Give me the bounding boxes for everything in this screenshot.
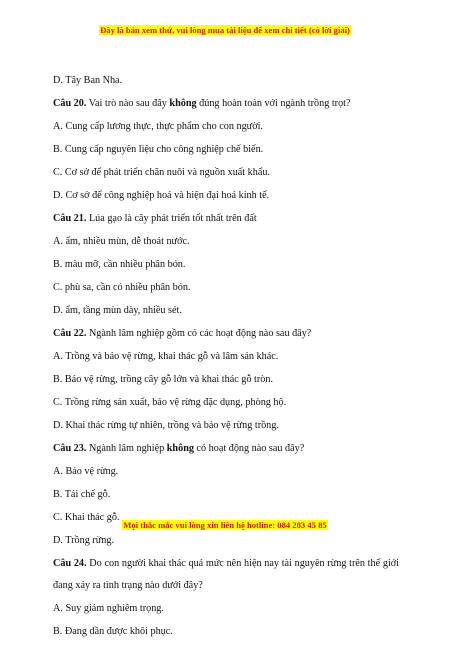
question-22-label: Câu 22.: [53, 328, 87, 339]
question-20-text-after: đúng hoàn toàn với ngành trồng trọt?: [196, 98, 351, 109]
question-23-text-before: Ngành lâm nghiệp: [86, 443, 167, 454]
preview-notice-banner: [0, 25, 450, 36]
question-20-option-a: A. Cung cấp lương thực, thực phẩm cho con người.: [53, 121, 263, 132]
question-20-option-d: D. Cơ sở để công nghiệp hoá và hiện đại hoá kinh tế.: [53, 190, 270, 201]
question-23-option-a: A. Bảo vệ rừng.: [53, 466, 119, 477]
question-21-text: Lúa gạo là cây phát triển tốt nhất trên đất: [86, 213, 257, 224]
question-23-label: Câu 23.: [53, 443, 87, 454]
question-24-option-a: A. Suy giảm nghiêm trọng.: [53, 603, 164, 614]
hotline-banner: [0, 520, 450, 531]
question-22-text: Ngành lâm nghiệp gồm có các hoạt động nào sau đây?: [86, 328, 312, 339]
question-20-label: Câu 20.: [53, 98, 87, 109]
option-prev-d: D. Tây Ban Nha.: [53, 75, 123, 86]
question-23: [53, 443, 399, 455]
question-20-option-b: B. Cung cấp nguyên liệu cho công nghiệp chế biến.: [53, 144, 264, 155]
preview-notice-text: Đây là bản xem thử, vui lòng mua tài liệu để xem chi tiết (có lời giải): [100, 25, 350, 35]
question-21-option-c: C. phù sa, cần có nhiều phân bón.: [53, 282, 191, 293]
question-23-emphasis: không: [166, 443, 194, 454]
question-20-option-c: C. Cơ sở để phát triển chăn nuôi và nguồn xuất khẩu.: [53, 167, 271, 178]
question-20-text-before: Vai trò nào sau đây: [86, 98, 170, 109]
question-23-option-b: B. Tái chế gỗ.: [53, 489, 111, 500]
question-23-option-c: C. Khai thác gỗ.: [53, 512, 120, 523]
question-21-option-a: A. ẩm, nhiều mùn, dễ thoát nước.: [53, 236, 190, 247]
question-21: [53, 213, 399, 225]
question-22-option-c: C. Trồng rừng sản xuất, bảo vệ rừng đặc dụng, phòng hộ.: [53, 397, 287, 408]
document-body: [53, 75, 399, 649]
question-24-option-b: B. Đang dần được khôi phục.: [53, 626, 173, 637]
question-21-label: Câu 21.: [53, 213, 87, 224]
question-23-option-d: D. Trồng rừng.: [53, 535, 114, 546]
question-20: [53, 98, 399, 110]
question-22-option-d: D. Khai thác rừng tự nhiên, trồng và bảo vệ rừng trồng.: [53, 420, 279, 431]
question-21-option-d: D. ẩm, tầng mùn dày, nhiều sét.: [53, 305, 182, 316]
question-24-text: Do con người khai thác quá mức nên hiện nay tài nguyên rừng trên thế giới đang xảy ra tình trạng nào dưới đây?: [53, 558, 399, 591]
question-22-option-a: A. Trồng và bảo vệ rừng, khai thác gỗ và lâm sản khác.: [53, 351, 279, 362]
question-22: [53, 328, 399, 340]
question-21-option-b: B. màu mỡ, cần nhiều phân bón.: [53, 259, 186, 270]
question-23-text-after: có hoạt động nào sau đây?: [193, 443, 305, 454]
hotline-text: Mọi thắc mắc vui lòng xin liên hệ hotline: 084 283 45 85: [123, 520, 327, 530]
question-24-label: Câu 24.: [53, 558, 87, 569]
question-24: [53, 553, 399, 597]
question-22-option-b: B. Bảo vệ rừng, trồng cây gỗ lớn và khai thác gỗ tròn.: [53, 374, 273, 385]
question-20-emphasis: không: [169, 98, 197, 109]
